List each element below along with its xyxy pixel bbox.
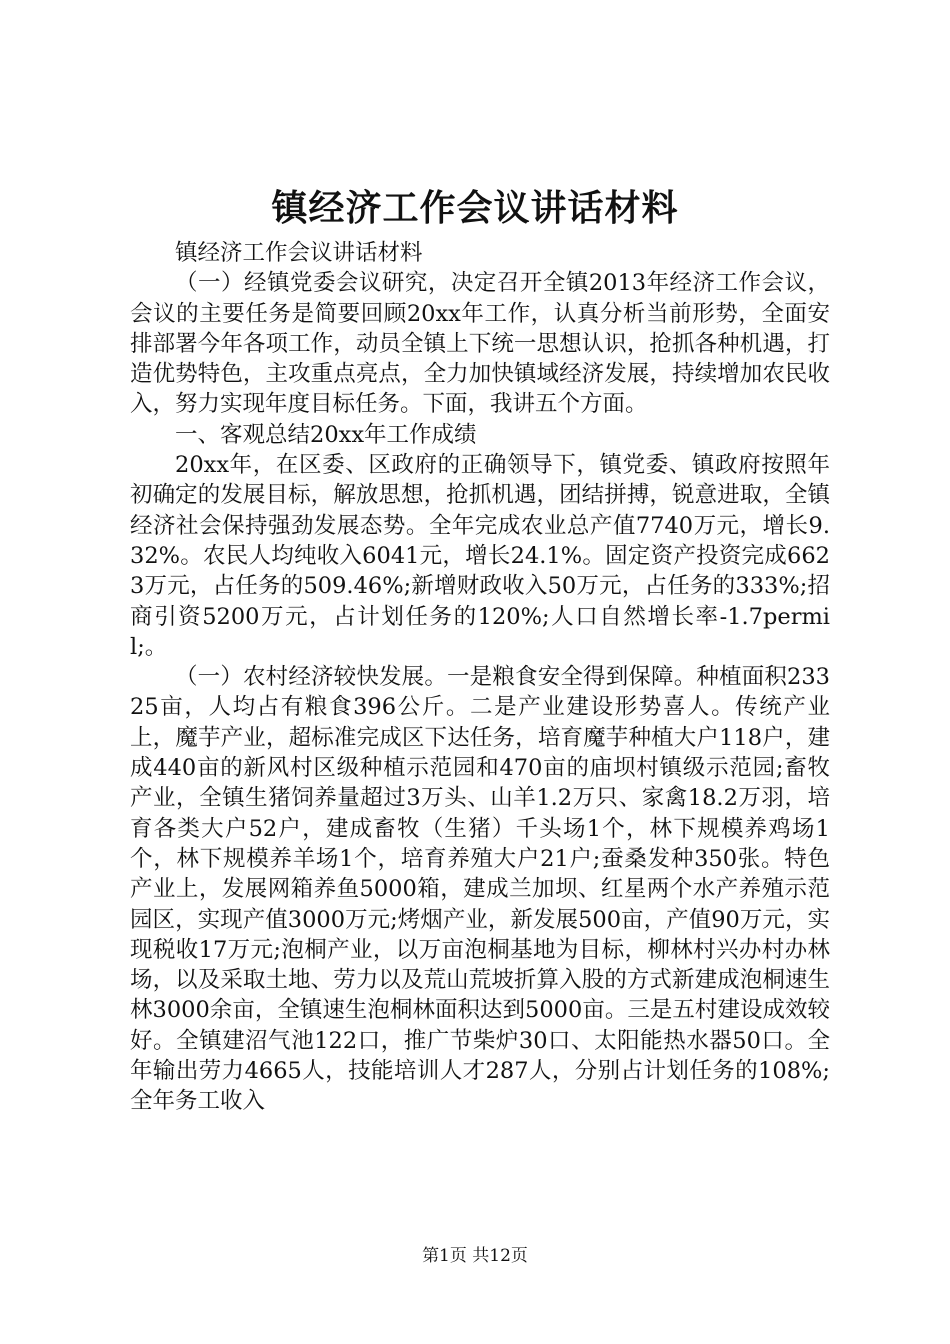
rural-economy-paragraph: （一）农村经济较快发展。一是粮食安全得到保障。种植面积23325亩，人均占有粮食396公斤。二是产业建设形势喜人。传统产业上，魔芋产业，超标准完成区下达任务，培育魔芋种植大户118户，建成440亩的新风村区级种植示范园和470亩的庙坝村镇级示范园;畜牧产业，全镇生猪饲养量超过3万头、山羊1.2万只、家禽18.2万羽，培育各类大户52户，建成畜牧（生猪）千头场1个，林下规模养鸡场1个，林下规模养羊场1个，培育养殖大户21户;蚕桑发种350张。特色产业上，发展网箱养鱼5000箱，建成兰加坝、红星两个水产养殖示范园区，实现产值3000万元;烤烟产业，新发展500亩，产值90万元，实现税收17万元;泡桐产业，以万亩泡桐基地为目标，柳林村兴办村办林场，以及采取土地、劳力以及荒山荒坡折算入股的方式新建成泡桐速生林3000余亩，全镇速生泡桐林面积达到5000亩。三是五村建设成效较好。全镇建沼气池122口，推广节柴炉30口、太阳能热水器50口。全年输出劳力4665人，技能培训人才287人，分别占计划任务的108%;全年务工收入 (130, 664, 830, 1115)
document-body (130, 238, 830, 1117)
section-heading: 一、客观总结20xx年工作成绩 (175, 421, 477, 448)
document-title: 镇经济工作会议讲话材料 (271, 187, 679, 229)
page-footer: 第1页 共12页 (422, 1246, 528, 1266)
subtitle-paragraph: 镇经济工作会议讲话材料 (175, 240, 423, 266)
summary-paragraph: 20xx年，在区委、区政府的正确领导下，镇党委、镇政府按照年初确定的发展目标，解放思想，抢抓机遇，团结拼搏，锐意进取，全镇经济社会保持强劲发展态势。全年完成农业总产值7740万元，增长9.32%。农民人均纯收入6041元，增长24.1%。固定资产投资完成6623万元，占任务的509.46%;新增财政收入50万元，占任务的333%;招商引资5200万元，占计划任务的120%;人口自然增长率-1.7permil;。 (130, 452, 830, 660)
intro-paragraph: （一）经镇党委会议研究，决定召开全镇2013年经济工作会议，会议的主要任务是简要回顾20xx年工作，认真分析当前形势，全面安排部署今年各项工作，动员全镇上下统一思想认识，抢抓各种机遇，打造优势特色，主攻重点亮点，全力加快镇域经济发展，持续增加农民收入，努力实现年度目标任务。下面，我讲五个方面。 (130, 270, 830, 418)
